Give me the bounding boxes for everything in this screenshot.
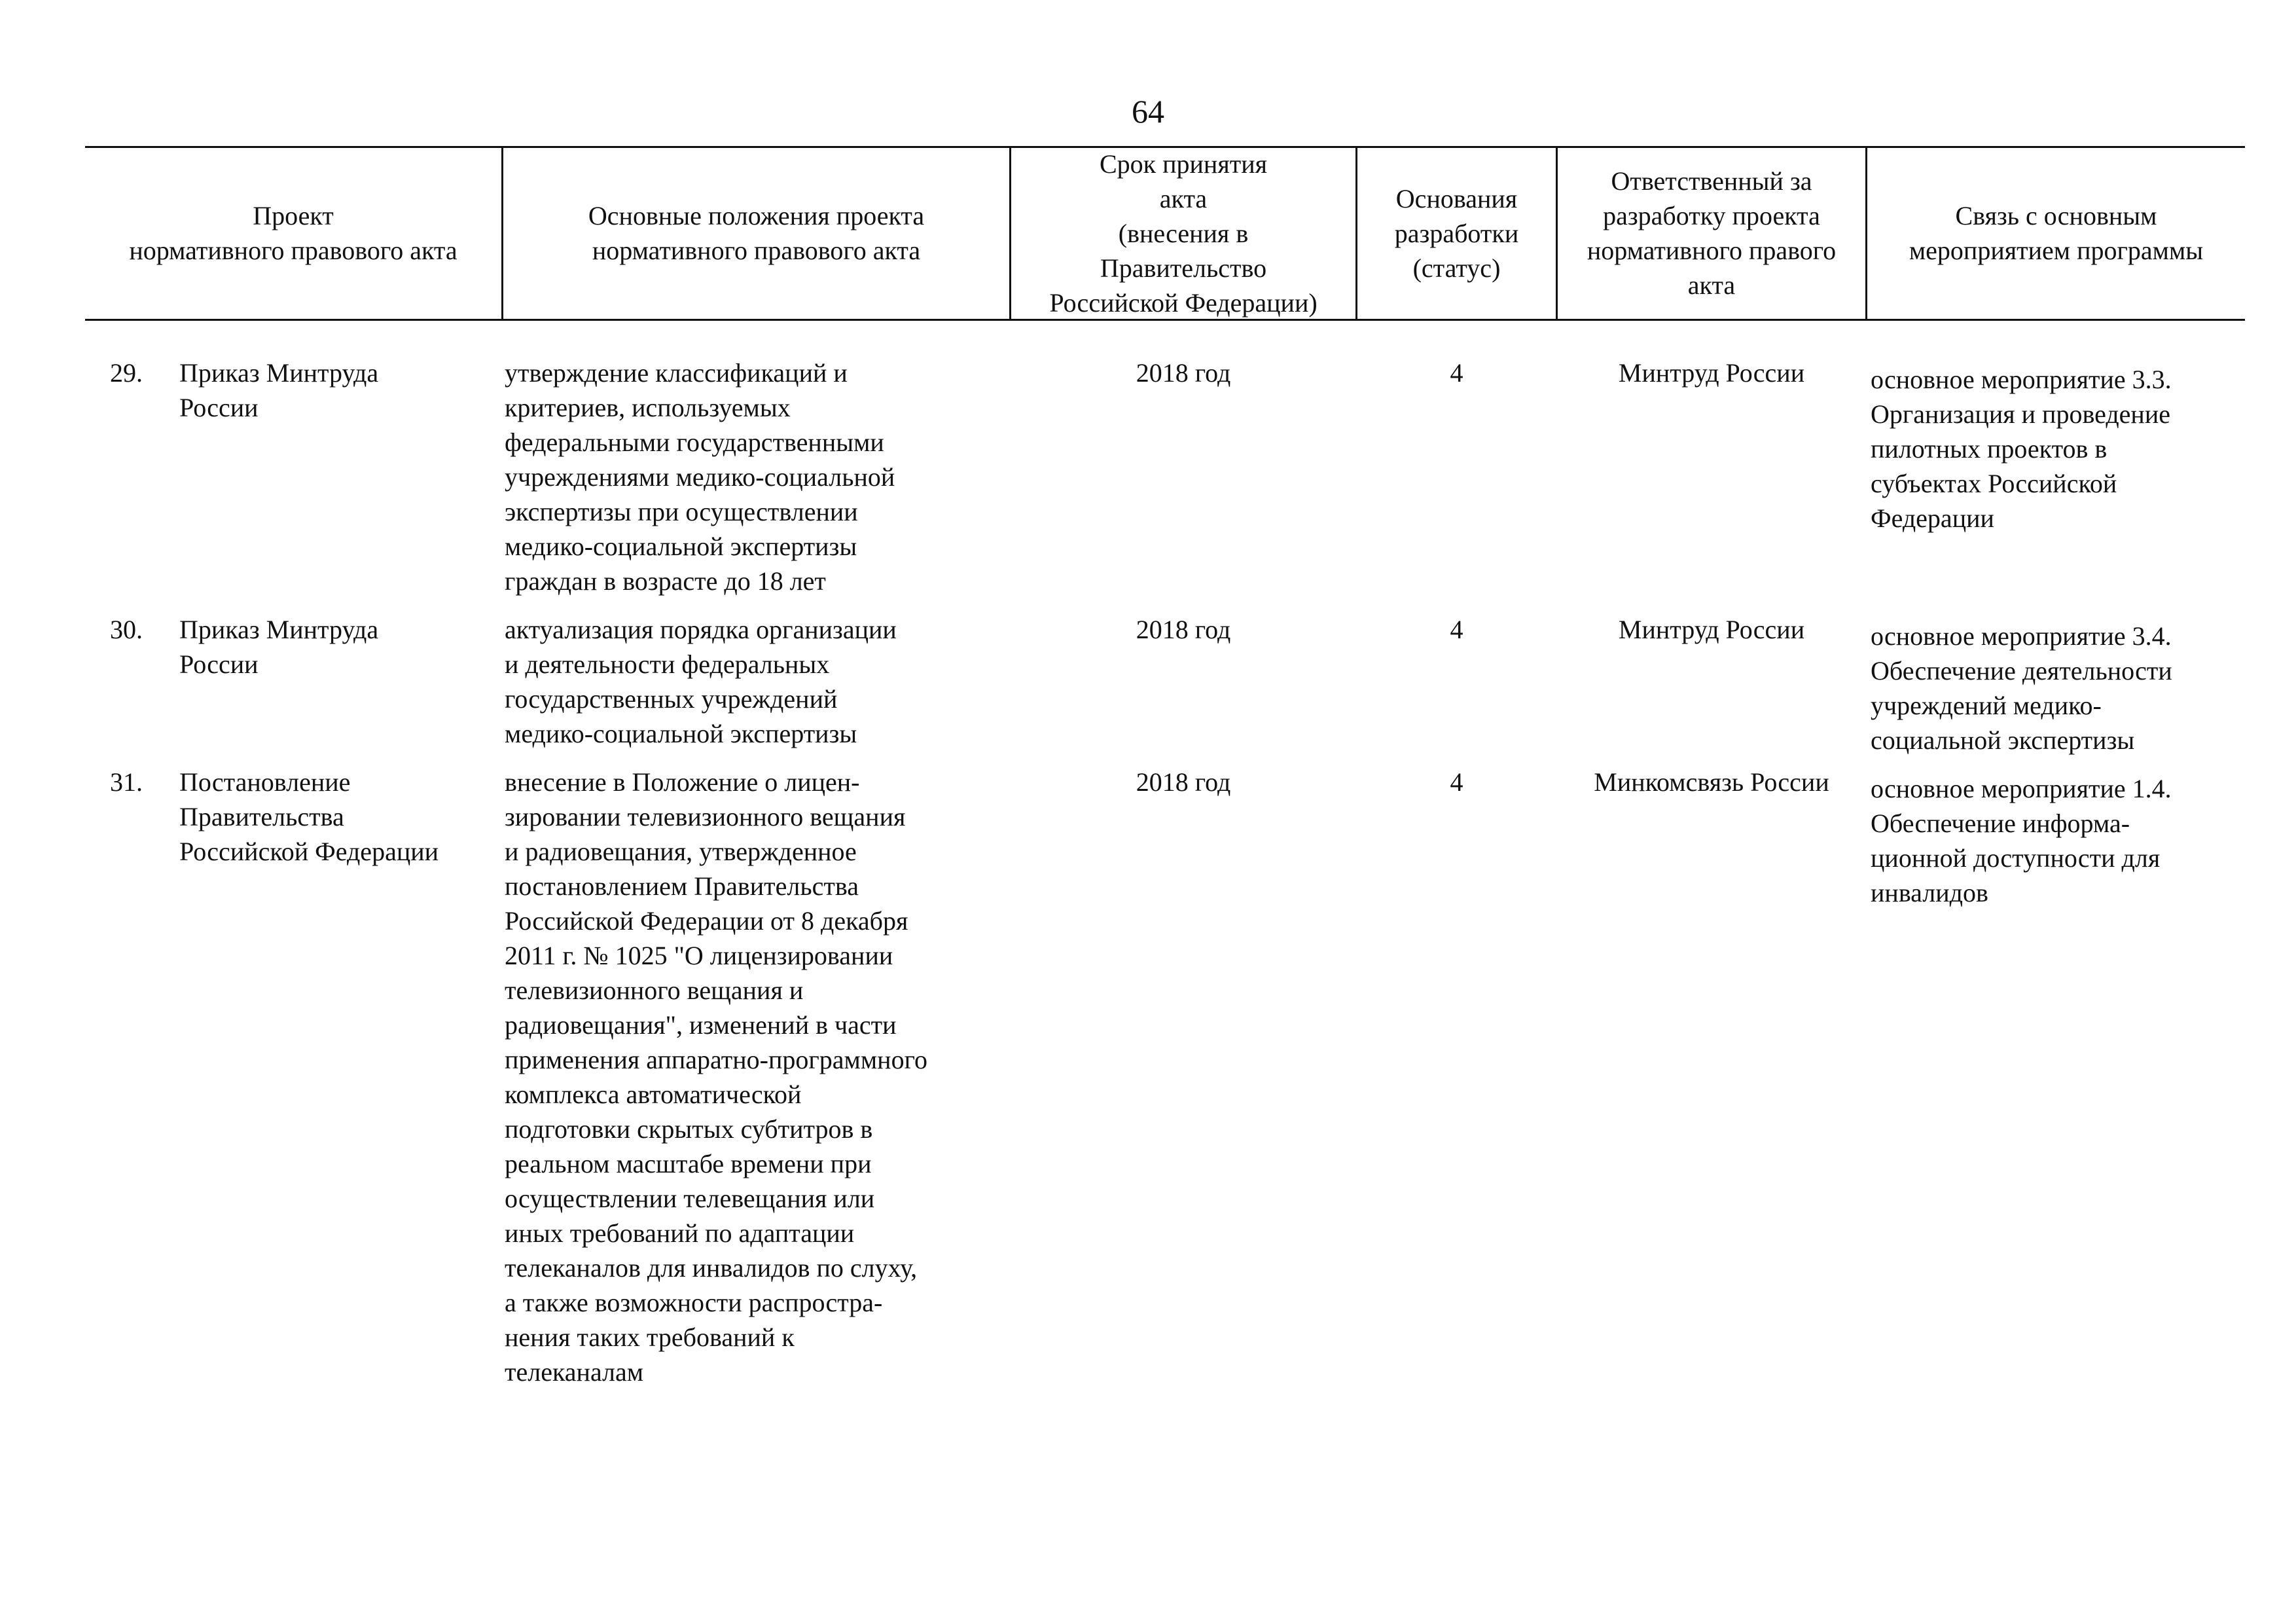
- text-line: и радиовещания, утвержденное: [505, 837, 857, 866]
- row-basis: 4: [1450, 767, 1463, 797]
- text-line: а также возможности распростра-: [505, 1288, 883, 1317]
- row-project: [179, 765, 439, 869]
- text-line: инвалидов: [1871, 878, 1988, 907]
- text-line: основное мероприятие 3.4.: [1871, 621, 2172, 651]
- header-project: [85, 148, 501, 318]
- row-basis: 4: [1450, 358, 1463, 388]
- text-line: медико-социальной экспертизы: [505, 719, 857, 748]
- text-line: основное мероприятие 1.4.: [1871, 774, 2172, 803]
- text-line: пилотных проектов в: [1871, 434, 2108, 464]
- text-line: реальном масштабе времени при: [505, 1149, 872, 1178]
- header-line: мероприятием программы: [1909, 236, 2204, 265]
- header-line: Проект: [253, 201, 334, 230]
- text-line: Обеспечение информа-: [1871, 809, 2130, 838]
- header-link: [1867, 148, 2245, 318]
- header-line: Правительство: [1100, 253, 1267, 283]
- header-responsible: [1558, 148, 1865, 318]
- text-line: телеканалам: [505, 1357, 644, 1387]
- text-line: нения таких требований к: [505, 1322, 795, 1352]
- text-line: субъектах Российской: [1871, 469, 2117, 498]
- header-line: разработку проекта: [1603, 201, 1820, 230]
- text-line: России: [179, 393, 259, 422]
- text-line: комплекса автоматической: [505, 1080, 802, 1109]
- text-line: Приказ Минтруда: [179, 358, 379, 388]
- row-project: [179, 356, 378, 425]
- text-line: государственных учреждений: [505, 684, 838, 714]
- row-responsible: Минтруд России: [1618, 358, 1805, 388]
- header-line: Связь с основным: [1955, 201, 2157, 230]
- text-line: иных требований по адаптации: [505, 1218, 855, 1248]
- text-line: постановлением Правительства: [505, 871, 859, 901]
- text-line: Российской Федерации от 8 декабря: [505, 906, 908, 936]
- text-line: Правительства: [179, 802, 344, 831]
- text-line: 2011 г. № 1025 "О лицензировании: [505, 941, 893, 970]
- text-line: радиовещания", изменений в части: [505, 1010, 897, 1040]
- row-responsible: Минкомсвязь России: [1594, 767, 1829, 797]
- text-line: ционной доступности для: [1871, 843, 2161, 873]
- header-deadline: [1011, 148, 1355, 318]
- row-link: [1871, 362, 2172, 536]
- header-line: нормативного правого: [1587, 236, 1837, 265]
- text-line: актуализация порядка организации: [505, 615, 897, 644]
- row-link: [1871, 619, 2172, 757]
- text-line: внесение в Положение о лицен-: [505, 767, 860, 797]
- row-provisions: [505, 612, 897, 751]
- text-line: Организация и проведение: [1871, 399, 2170, 429]
- text-line: социальной экспертизы: [1871, 725, 2135, 755]
- text-line: учреждений медико-: [1871, 691, 2102, 720]
- header-basis: [1357, 148, 1556, 318]
- row-number: 30.: [110, 615, 143, 644]
- row-deadline: 2018 год: [1136, 615, 1231, 644]
- text-line: Постановление: [179, 767, 351, 797]
- row-deadline: 2018 год: [1136, 767, 1231, 797]
- text-line: федеральными государственными: [505, 428, 884, 457]
- text-line: подготовки скрытых субтитров в: [505, 1114, 873, 1144]
- row-provisions: [505, 765, 927, 1389]
- text-line: экспертизы при осуществлении: [505, 497, 858, 526]
- row-number: 31.: [110, 767, 143, 797]
- text-line: основное мероприятие 3.3.: [1871, 365, 2172, 394]
- row-responsible: Минтруд России: [1618, 615, 1805, 644]
- header-line: акта: [1159, 183, 1208, 213]
- header-provisions: [503, 148, 1009, 318]
- text-line: Приказ Минтруда: [179, 615, 379, 644]
- text-line: Федерации: [1871, 503, 1994, 533]
- text-line: критериев, используемых: [505, 393, 791, 422]
- header-line: нормативного правового акта: [592, 236, 921, 265]
- text-line: осуществлении телевещания или: [505, 1184, 875, 1213]
- text-line: граждан в возрасте до 18 лет: [505, 566, 826, 596]
- text-line: и деятельности федеральных: [505, 649, 830, 679]
- header-line: Российской Федерации): [1049, 287, 1318, 318]
- header-line: нормативного правового акта: [129, 236, 457, 265]
- text-line: учреждениями медико-социальной: [505, 462, 895, 492]
- text-line: России: [179, 649, 259, 679]
- row-basis: 4: [1450, 615, 1463, 644]
- text-line: Обеспечение деятельности: [1871, 656, 2172, 685]
- header-line: акта: [1687, 270, 1736, 300]
- row-project: [179, 612, 378, 682]
- header-line: Основания: [1395, 183, 1518, 213]
- text-line: Российской Федерации: [179, 837, 439, 866]
- text-line: применения аппаратно-программного: [505, 1045, 927, 1074]
- text-line: медико-социальной экспертизы: [505, 532, 857, 561]
- header-line: разработки: [1394, 218, 1519, 248]
- row-deadline: 2018 год: [1136, 358, 1231, 388]
- row-provisions: [505, 356, 895, 598]
- row-link: [1871, 771, 2172, 910]
- page-number: 64: [1132, 93, 1164, 130]
- text-line: утверждение классификаций и: [505, 358, 848, 388]
- header-line: Основные положения проекта: [588, 201, 925, 230]
- row-number: 29.: [110, 358, 143, 388]
- text-line: телевизионного вещания и: [505, 976, 804, 1005]
- header-line: Срок принятия: [1099, 149, 1267, 179]
- text-line: зировании телевизионного вещания: [505, 802, 906, 831]
- header-line: Ответственный за: [1611, 166, 1812, 196]
- header-line: (статус): [1412, 253, 1501, 283]
- text-line: телеканалов для инвалидов по слуху,: [505, 1253, 918, 1283]
- header-line: (внесения в: [1118, 218, 1249, 248]
